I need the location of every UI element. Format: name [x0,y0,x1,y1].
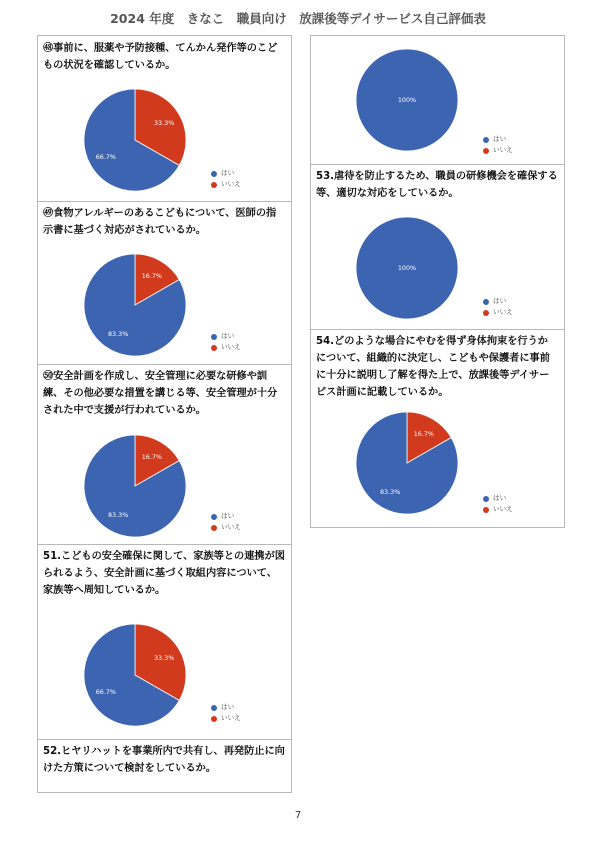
chart-card-52-continued [311,36,564,165]
question-text: 53.虐待を防止するため、職員の研修機会を確保する等、適切な対応をしているか。 [316,171,558,199]
legend-yes-swatch [483,137,489,143]
legend-no-label: いいえ [493,146,513,154]
question-card-48 [38,36,291,202]
pie-label-yes: 83.3% [107,511,129,520]
pie-label-yes: 83.3% [107,330,129,339]
question-card-50 [38,364,291,545]
legend-yes-label: はい [493,135,507,143]
legend-no-swatch [211,182,217,188]
pie-chart [311,164,564,329]
legend-yes-label: はい [493,494,507,502]
question-text: ㊽事前に、服薬や予防接種、てんかん発作等のこどもの状況を確認しているか。 [43,43,278,71]
legend-yes-swatch [211,171,217,177]
pie-chart [38,201,291,364]
legend-yes-label: はい [221,703,235,711]
legend-no-swatch [483,148,489,154]
chart-legend [483,493,513,515]
legend-yes-swatch [211,514,217,520]
pie-label-yes: 66.7% [95,687,117,696]
legend-no-label: いいえ [221,343,241,351]
pie-label-no: 16.7% [141,271,163,280]
legend-yes-label: はい [493,297,507,305]
question-card-52 [38,739,291,792]
pie-label-yes: 66.7% [95,152,117,161]
question-card-51 [38,544,291,740]
question-text: 51.こどもの安全確保に関して、家族等との連携が図られるよう、安全計画に基づく取組内容について、家族等へ周知しているか。 [43,551,285,596]
pie-label-no: 33.3% [153,654,175,663]
legend-no-label: いいえ [493,505,513,513]
pie-chart [38,36,291,201]
page-title: 2024 年度 きなこ 職員向け 放課後等デイサービス自己評価表 [110,11,486,26]
legend-no-swatch [483,310,489,316]
pie-label-yes: 83.3% [379,488,401,497]
question-card-54 [311,329,564,527]
legend-yes-swatch [483,496,489,502]
question-text: ㊾食物アレルギーのあるこどもについて、医師の指示書に基づく対応がされているか。 [43,208,277,236]
pie-chart [38,364,291,544]
pie-label-no: 16.7% [413,429,435,438]
chart-legend [211,168,241,190]
chart-legend [211,511,241,533]
left-column [37,35,292,793]
legend-yes-swatch [211,705,217,711]
chart-legend [211,702,241,724]
right-column [310,35,565,528]
legend-yes-label: はい [221,332,235,340]
legend-yes-swatch [483,299,489,305]
legend-no-swatch [211,525,217,531]
legend-no-label: いいえ [221,714,241,722]
legend-yes-label: はい [221,169,235,177]
pie-label-yes: 100% [397,264,417,272]
pie-chart [311,329,564,527]
chart-legend [483,296,513,318]
legend-no-swatch [211,345,217,351]
pie-chart [38,544,291,739]
legend-yes-swatch [211,334,217,340]
legend-no-label: いいえ [493,308,513,316]
question-text: 52.ヒヤリハットを事業所内で共有し、再発防止に向けた方策について検討をしているか。 [43,746,285,774]
legend-no-swatch [483,507,489,513]
pie-chart [311,36,564,164]
question-card-53 [311,164,564,330]
legend-no-label: いいえ [221,180,241,188]
pie-label-no: 16.7% [141,452,163,461]
legend-no-swatch [211,716,217,722]
chart-legend [483,134,513,156]
page-number: 7 [294,810,302,821]
question-text: 54.どのような場合にやむを得ず身体拘束を行うかについて、組織的に決定し、こどもや保護者に事前に十分に説明し了解を得た上で、放課後等デイサービス計画に記載しているか。 [316,336,550,398]
chart-legend [211,331,241,353]
pie-label-no: 33.3% [153,119,175,128]
legend-no-label: いいえ [221,523,241,531]
question-text: ㊿安全計画を作成し、安全管理に必要な研修や訓練、その他必要な措置を講じる等、安全管理が十分された中で支援が行われているか。 [43,371,278,416]
legend-yes-label: はい [221,512,235,520]
pie-label-yes: 100% [397,96,417,104]
question-card-49 [38,201,291,365]
